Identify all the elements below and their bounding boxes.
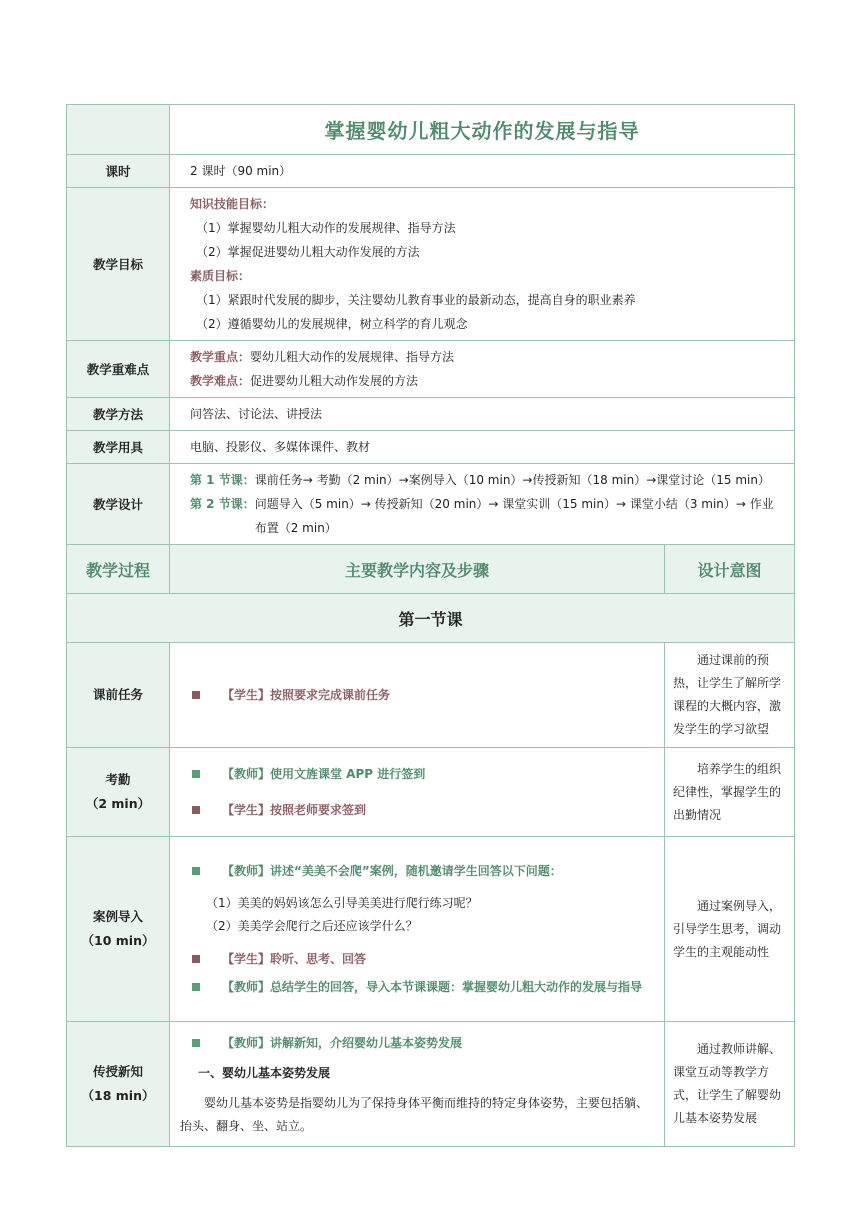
list-item — [192, 948, 656, 970]
lesson-plan-table — [66, 104, 795, 1147]
attendance-label: 考勤 — [105, 772, 131, 787]
case-intro-label: 案例导入 — [92, 909, 143, 924]
body-paragraph: 婴幼儿基本姿势是指婴幼儿为了保持身体平衡而维持的特定身体姿势，主要包括躺、抬头、翻身、坐、站立。 — [180, 1096, 649, 1133]
square-bullet-icon — [192, 770, 200, 778]
case-intro-student: 【学生】聆听、思考、回答 — [222, 952, 367, 966]
section-heading: 一、婴幼儿基本姿势发展 — [198, 1066, 331, 1080]
hours-label: 课时 — [67, 155, 170, 188]
case-intro-teacher-1: 【教师】讲述“美美不会爬”案例，随机邀请学生回答以下问题： — [222, 864, 562, 878]
method-label: 教学方法 — [67, 398, 170, 431]
key-points-label: 教学重难点 — [67, 341, 170, 398]
knowledge-item-2: （2）掌握促进婴幼儿粗大动作发展的方法 — [196, 245, 420, 259]
square-bullet-icon — [192, 867, 200, 875]
section-title-lesson1: 第一节课 — [67, 594, 795, 643]
key-value: 婴幼儿粗大动作的发展规律、指导方法 — [250, 350, 455, 364]
title-label-cell — [67, 105, 170, 155]
process-header-col2: 主要教学内容及步骤 — [170, 545, 665, 594]
pre-task-student: 【学生】按照要求完成课前任务 — [222, 688, 391, 702]
process-header-col1: 教学过程 — [67, 545, 170, 594]
method-value: 问答法、讨论法、讲授法 — [170, 398, 795, 431]
new-knowledge-content — [170, 1022, 665, 1147]
case-intro-label-cell — [67, 837, 170, 1022]
new-knowledge-intent: 通过教师讲解、课堂互动等教学方式，让学生了解婴幼儿基本姿势发展 — [665, 1022, 795, 1147]
case-question-2: （2）美美学会爬行之后还应该学什么？ — [206, 919, 418, 933]
lesson2-label: 第 2 节课： — [190, 497, 255, 511]
process-header-col3: 设计意图 — [665, 545, 795, 594]
design-content — [170, 464, 795, 545]
list-item — [192, 860, 656, 882]
lesson1-value: 课前任务→ 考勤（2 min）→案例导入（10 min）→传授新知（18 min）→课堂讨论（15 min） — [254, 473, 770, 487]
attendance-content — [170, 748, 665, 837]
quality-item-2: （2）遵循婴幼儿的发展规律，树立科学的育儿观念 — [196, 317, 468, 331]
pre-task-content — [170, 643, 665, 748]
attendance-intent: 培养学生的组织纪律性，掌握学生的出勤情况 — [665, 748, 795, 837]
new-knowledge-label-cell — [67, 1022, 170, 1147]
attendance-teacher: 【教师】使用文旌课堂 APP 进行签到 — [222, 767, 426, 781]
tools-label: 教学用具 — [67, 431, 170, 464]
new-knowledge-label: 传授新知 — [92, 1064, 143, 1079]
hours-value: 2 课时（90 min） — [170, 155, 795, 188]
square-bullet-icon — [192, 806, 200, 814]
case-intro-intent: 通过案例导入，引导学生思考，调动学生的主观能动性 — [665, 837, 795, 1022]
case-question-1: （1）美美的妈妈该怎么引导美美进行爬行练习呢？ — [206, 896, 478, 910]
list-item — [192, 799, 656, 821]
design-label: 教学设计 — [67, 464, 170, 545]
new-knowledge-teacher: 【教师】讲解新知，介绍婴幼儿基本姿势发展 — [222, 1036, 463, 1050]
new-knowledge-time: （18 min） — [81, 1088, 155, 1103]
square-bullet-icon — [192, 691, 200, 699]
square-bullet-icon — [192, 983, 200, 991]
objectives-content — [170, 188, 795, 341]
square-bullet-icon — [192, 955, 200, 963]
pre-task-intent: 通过课前的预热，让学生了解所学课程的大概内容，激发学生的学习欲望 — [665, 643, 795, 748]
attendance-student: 【学生】按照老师要求签到 — [222, 803, 367, 817]
lesson1-label: 第 1 节课： — [190, 473, 255, 487]
lesson2-value: 问题导入（5 min）→ 传授新知（20 min）→ 课堂实训（15 min）→ 课堂小结（3 min）→ 作业布置（2 min） — [254, 497, 774, 535]
list-item — [192, 763, 656, 785]
quality-head: 素质目标： — [190, 269, 251, 283]
attendance-label-cell — [67, 748, 170, 837]
knowledge-item-1: （1）掌握婴幼儿粗大动作的发展规律、指导方法 — [196, 221, 456, 235]
attendance-time: （2 min） — [85, 796, 151, 811]
key-points-content — [170, 341, 795, 398]
objectives-label: 教学目标 — [67, 188, 170, 341]
difficult-value: 促进婴幼儿粗大动作发展的方法 — [250, 374, 419, 388]
pre-task-label: 课前任务 — [67, 643, 170, 748]
quality-item-1: （1）紧跟时代发展的脚步，关注婴幼儿教育事业的最新动态，提高自身的职业素养 — [196, 293, 636, 307]
knowledge-head: 知识技能目标： — [190, 197, 275, 211]
list-item — [192, 684, 656, 706]
tools-value: 电脑、投影仪、多媒体课件、教材 — [170, 431, 795, 464]
list-item — [192, 976, 656, 998]
case-intro-teacher-2: 【教师】总结学生的回答，导入本节课课题：掌握婴幼儿粗大动作的发展与指导 — [222, 980, 643, 994]
case-intro-content — [170, 837, 665, 1022]
page-title: 掌握婴幼儿粗大动作的发展与指导 — [170, 105, 795, 155]
key-label: 教学重点： — [190, 350, 251, 364]
square-bullet-icon — [192, 1039, 200, 1047]
difficult-label: 教学难点： — [190, 374, 251, 388]
case-intro-time: （10 min） — [81, 933, 155, 948]
list-item — [192, 1032, 656, 1054]
